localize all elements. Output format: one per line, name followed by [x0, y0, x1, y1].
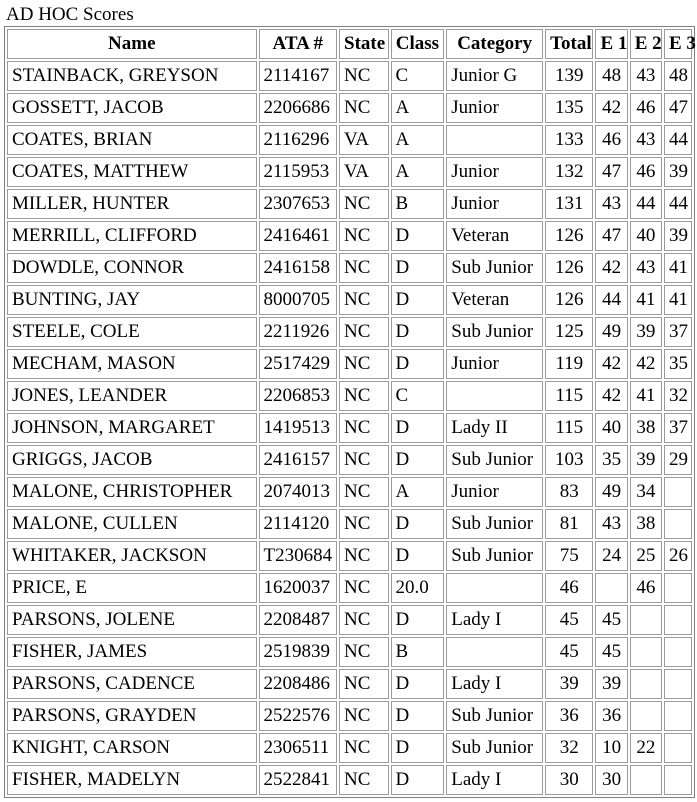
cell-ata: 8000705 — [259, 285, 338, 315]
score-rows — [7, 61, 692, 795]
cell-ata: 2074013 — [259, 477, 338, 507]
cell-e1 — [595, 573, 627, 603]
table-row — [7, 541, 692, 571]
cell-e1: 45 — [595, 637, 627, 667]
cell-e1: 30 — [595, 765, 627, 795]
cell-e2: 44 — [630, 189, 662, 219]
cell-class: A — [391, 125, 445, 155]
cell-name: PARSONS, CADENCE — [7, 669, 257, 699]
cell-state: NC — [339, 509, 388, 539]
cell-category: Veteran — [446, 221, 543, 251]
table-row — [7, 509, 692, 539]
cell-class: D — [391, 221, 445, 251]
cell-class: 20.0 — [391, 573, 445, 603]
cell-class: A — [391, 157, 445, 187]
cell-e2: 38 — [630, 413, 662, 443]
cell-state: NC — [339, 573, 388, 603]
cell-e1: 42 — [595, 381, 627, 411]
cell-e3: 44 — [664, 125, 692, 155]
cell-category: Junior — [446, 349, 543, 379]
cell-e3: 32 — [664, 381, 692, 411]
cell-ata: 2206686 — [259, 93, 338, 123]
cell-e3 — [664, 477, 692, 507]
table-row — [7, 413, 692, 443]
cell-e2 — [630, 669, 662, 699]
cell-ata: 2519839 — [259, 637, 338, 667]
cell-state: NC — [339, 733, 388, 763]
cell-e2: 43 — [630, 125, 662, 155]
cell-state: NC — [339, 541, 388, 571]
cell-total: 139 — [545, 61, 593, 91]
table-row — [7, 733, 692, 763]
cell-ata: 2307653 — [259, 189, 338, 219]
cell-e3: 48 — [664, 61, 692, 91]
table-row — [7, 605, 692, 635]
cell-name: MALONE, CULLEN — [7, 509, 257, 539]
cell-total: 115 — [545, 413, 593, 443]
cell-e1: 35 — [595, 445, 627, 475]
cell-e3: 29 — [664, 445, 692, 475]
cell-state: NC — [339, 765, 388, 795]
cell-e2: 43 — [630, 253, 662, 283]
cell-e3: 39 — [664, 157, 692, 187]
cell-total: 103 — [545, 445, 593, 475]
cell-e1: 40 — [595, 413, 627, 443]
scores-table — [4, 26, 695, 798]
cell-state: NC — [339, 189, 388, 219]
cell-e2: 41 — [630, 381, 662, 411]
cell-total: 81 — [545, 509, 593, 539]
cell-total: 46 — [545, 573, 593, 603]
cell-state: NC — [339, 349, 388, 379]
cell-name: COATES, BRIAN — [7, 125, 257, 155]
cell-e1: 44 — [595, 285, 627, 315]
cell-ata: 2211926 — [259, 317, 338, 347]
table-row — [7, 669, 692, 699]
cell-total: 133 — [545, 125, 593, 155]
cell-ata: 1620037 — [259, 573, 338, 603]
cell-ata: 2517429 — [259, 349, 338, 379]
cell-e3: 39 — [664, 221, 692, 251]
cell-category: Lady I — [446, 765, 543, 795]
cell-total: 131 — [545, 189, 593, 219]
cell-total: 36 — [545, 701, 593, 731]
header-e3: E 3 — [664, 29, 692, 59]
cell-ata: 2206853 — [259, 381, 338, 411]
cell-class: D — [391, 413, 445, 443]
cell-state: NC — [339, 253, 388, 283]
cell-name: FISHER, JAMES — [7, 637, 257, 667]
cell-e3 — [664, 573, 692, 603]
cell-ata: 2522576 — [259, 701, 338, 731]
cell-total: 126 — [545, 285, 593, 315]
cell-e1: 48 — [595, 61, 627, 91]
cell-state: NC — [339, 605, 388, 635]
cell-name: MALONE, CHRISTOPHER — [7, 477, 257, 507]
table-row — [7, 61, 692, 91]
cell-e2: 43 — [630, 61, 662, 91]
cell-category: Sub Junior — [446, 445, 543, 475]
cell-category — [446, 637, 543, 667]
cell-name: MILLER, HUNTER — [7, 189, 257, 219]
table-row — [7, 765, 692, 795]
cell-ata: 2416461 — [259, 221, 338, 251]
table-row — [7, 93, 692, 123]
table-row — [7, 701, 692, 731]
cell-e1: 49 — [595, 317, 627, 347]
cell-class: C — [391, 61, 445, 91]
cell-category: Sub Junior — [446, 253, 543, 283]
cell-e2: 42 — [630, 349, 662, 379]
cell-category: Junior — [446, 477, 543, 507]
cell-e2: 46 — [630, 157, 662, 187]
cell-total: 119 — [545, 349, 593, 379]
cell-total: 135 — [545, 93, 593, 123]
cell-e2: 22 — [630, 733, 662, 763]
cell-class: D — [391, 605, 445, 635]
cell-total: 45 — [545, 637, 593, 667]
cell-class: D — [391, 509, 445, 539]
cell-e2: 39 — [630, 317, 662, 347]
table-row — [7, 349, 692, 379]
header-category: Category — [446, 29, 543, 59]
cell-e1: 49 — [595, 477, 627, 507]
cell-name: STAINBACK, GREYSON — [7, 61, 257, 91]
cell-total: 75 — [545, 541, 593, 571]
cell-category — [446, 381, 543, 411]
cell-name: KNIGHT, CARSON — [7, 733, 257, 763]
cell-state: NC — [339, 221, 388, 251]
cell-ata: T230684 — [259, 541, 338, 571]
cell-class: A — [391, 477, 445, 507]
cell-class: A — [391, 93, 445, 123]
table-caption: AD HOC Scores — [6, 4, 134, 25]
cell-state: VA — [339, 125, 388, 155]
cell-category: Sub Junior — [446, 317, 543, 347]
cell-ata: 2306511 — [259, 733, 338, 763]
cell-ata: 2416157 — [259, 445, 338, 475]
cell-e3: 35 — [664, 349, 692, 379]
cell-e2 — [630, 605, 662, 635]
cell-e2 — [630, 701, 662, 731]
cell-e1: 42 — [595, 253, 627, 283]
cell-category: Sub Junior — [446, 509, 543, 539]
cell-category — [446, 125, 543, 155]
cell-state: NC — [339, 477, 388, 507]
cell-state: NC — [339, 413, 388, 443]
cell-state: NC — [339, 701, 388, 731]
cell-category: Junior — [446, 157, 543, 187]
cell-e2: 25 — [630, 541, 662, 571]
cell-total: 125 — [545, 317, 593, 347]
cell-name: GRIGGS, JACOB — [7, 445, 257, 475]
cell-name: PARSONS, JOLENE — [7, 605, 257, 635]
cell-class: C — [391, 381, 445, 411]
table-row — [7, 189, 692, 219]
cell-ata: 2208486 — [259, 669, 338, 699]
cell-total: 32 — [545, 733, 593, 763]
table-row — [7, 285, 692, 315]
cell-ata: 2116296 — [259, 125, 338, 155]
table-row — [7, 253, 692, 283]
cell-ata: 2114167 — [259, 61, 338, 91]
cell-total: 115 — [545, 381, 593, 411]
cell-e3: 47 — [664, 93, 692, 123]
cell-class: D — [391, 285, 445, 315]
header-e2: E 2 — [630, 29, 662, 59]
table-row — [7, 445, 692, 475]
table-row — [7, 221, 692, 251]
cell-name: GOSSETT, JACOB — [7, 93, 257, 123]
cell-e1: 36 — [595, 701, 627, 731]
cell-ata: 1419513 — [259, 413, 338, 443]
cell-category: Junior G — [446, 61, 543, 91]
cell-e1: 10 — [595, 733, 627, 763]
table-row — [7, 381, 692, 411]
cell-e3: 44 — [664, 189, 692, 219]
cell-state: NC — [339, 669, 388, 699]
cell-state: VA — [339, 157, 388, 187]
cell-e2: 41 — [630, 285, 662, 315]
cell-e2: 38 — [630, 509, 662, 539]
cell-ata: 2522841 — [259, 765, 338, 795]
cell-category: Junior — [446, 93, 543, 123]
cell-total: 30 — [545, 765, 593, 795]
cell-e1: 46 — [595, 125, 627, 155]
cell-name: BUNTING, JAY — [7, 285, 257, 315]
cell-e1: 43 — [595, 509, 627, 539]
cell-e1: 42 — [595, 349, 627, 379]
table-row — [7, 573, 692, 603]
cell-e2 — [630, 637, 662, 667]
cell-e3: 41 — [664, 285, 692, 315]
cell-name: DOWDLE, CONNOR — [7, 253, 257, 283]
cell-class: D — [391, 253, 445, 283]
cell-name: JOHNSON, MARGARET — [7, 413, 257, 443]
cell-state: NC — [339, 317, 388, 347]
cell-name: PARSONS, GRAYDEN — [7, 701, 257, 731]
cell-state: NC — [339, 285, 388, 315]
header-row — [7, 29, 692, 59]
cell-name: COATES, MATTHEW — [7, 157, 257, 187]
cell-name: STEELE, COLE — [7, 317, 257, 347]
header-class: Class — [391, 29, 445, 59]
cell-e3: 41 — [664, 253, 692, 283]
cell-name: MECHAM, MASON — [7, 349, 257, 379]
cell-total: 45 — [545, 605, 593, 635]
cell-e3 — [664, 509, 692, 539]
cell-e3: 26 — [664, 541, 692, 571]
cell-class: B — [391, 637, 445, 667]
cell-class: D — [391, 541, 445, 571]
cell-name: MERRILL, CLIFFORD — [7, 221, 257, 251]
cell-e2: 46 — [630, 93, 662, 123]
cell-e2: 46 — [630, 573, 662, 603]
table-row — [7, 125, 692, 155]
cell-ata: 2115953 — [259, 157, 338, 187]
cell-e1: 47 — [595, 157, 627, 187]
cell-class: D — [391, 765, 445, 795]
cell-e1: 39 — [595, 669, 627, 699]
cell-e3 — [664, 669, 692, 699]
cell-ata: 2208487 — [259, 605, 338, 635]
cell-e1: 24 — [595, 541, 627, 571]
cell-e3 — [664, 605, 692, 635]
cell-ata: 2114120 — [259, 509, 338, 539]
cell-name: FISHER, MADELYN — [7, 765, 257, 795]
header-total: Total — [545, 29, 593, 59]
cell-name: WHITAKER, JACKSON — [7, 541, 257, 571]
cell-e3 — [664, 765, 692, 795]
cell-ata: 2416158 — [259, 253, 338, 283]
cell-e2: 39 — [630, 445, 662, 475]
cell-name: JONES, LEANDER — [7, 381, 257, 411]
cell-e2 — [630, 765, 662, 795]
cell-class: B — [391, 189, 445, 219]
cell-class: D — [391, 669, 445, 699]
cell-class: D — [391, 733, 445, 763]
table-row — [7, 157, 692, 187]
cell-total: 83 — [545, 477, 593, 507]
cell-total: 126 — [545, 221, 593, 251]
cell-e1: 42 — [595, 93, 627, 123]
cell-class: D — [391, 349, 445, 379]
cell-class: D — [391, 445, 445, 475]
cell-name: PRICE, E — [7, 573, 257, 603]
cell-category: Veteran — [446, 285, 543, 315]
cell-e3: 37 — [664, 413, 692, 443]
cell-total: 132 — [545, 157, 593, 187]
cell-category: Lady I — [446, 669, 543, 699]
cell-state: NC — [339, 381, 388, 411]
cell-category: Sub Junior — [446, 701, 543, 731]
header-name: Name — [7, 29, 257, 59]
cell-category: Sub Junior — [446, 733, 543, 763]
cell-state: NC — [339, 61, 388, 91]
cell-total: 126 — [545, 253, 593, 283]
cell-category: Lady I — [446, 605, 543, 635]
header-e1: E 1 — [595, 29, 627, 59]
cell-category: Sub Junior — [446, 541, 543, 571]
cell-e3 — [664, 637, 692, 667]
cell-e3: 37 — [664, 317, 692, 347]
cell-class: D — [391, 701, 445, 731]
header-state: State — [339, 29, 388, 59]
table-row — [7, 637, 692, 667]
table-row — [7, 317, 692, 347]
cell-state: NC — [339, 637, 388, 667]
header-ata: ATA # — [259, 29, 338, 59]
cell-class: D — [391, 317, 445, 347]
cell-state: NC — [339, 93, 388, 123]
cell-e1: 43 — [595, 189, 627, 219]
cell-e3 — [664, 733, 692, 763]
table-row — [7, 477, 692, 507]
cell-e1: 47 — [595, 221, 627, 251]
cell-state: NC — [339, 445, 388, 475]
cell-e1: 45 — [595, 605, 627, 635]
cell-category: Lady II — [446, 413, 543, 443]
cell-e2: 40 — [630, 221, 662, 251]
cell-total: 39 — [545, 669, 593, 699]
cell-category: Junior — [446, 189, 543, 219]
cell-category — [446, 573, 543, 603]
cell-e3 — [664, 701, 692, 731]
cell-e2: 34 — [630, 477, 662, 507]
